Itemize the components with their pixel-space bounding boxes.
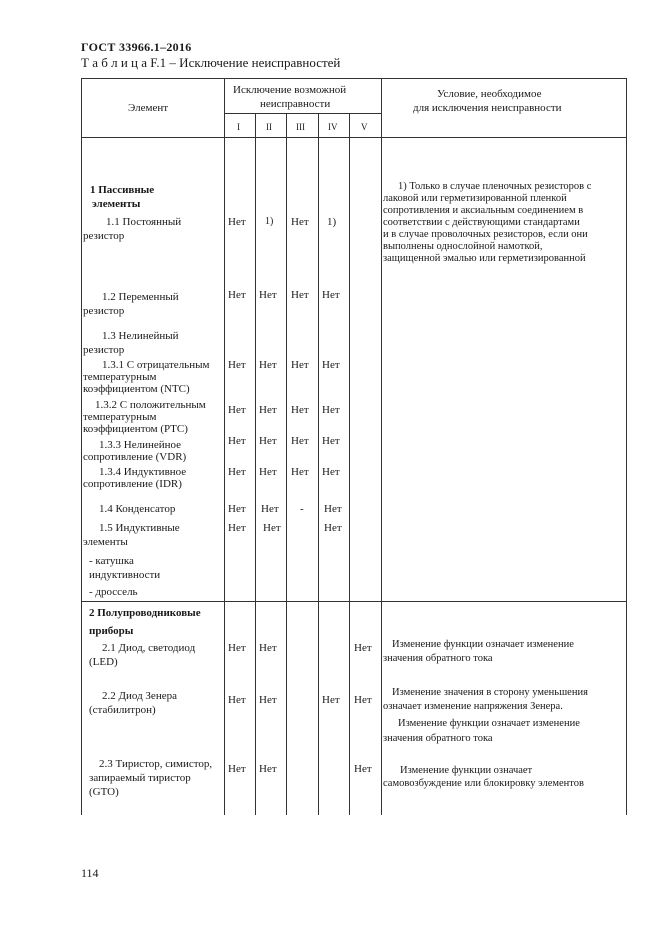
row-1-3-3-val-1: Нет	[228, 435, 246, 447]
row-1-5-sub-coil: - катушка	[89, 555, 134, 567]
row-1-3-1-label-3: коэффициентом (NTC)	[83, 383, 190, 395]
col-divider-1	[255, 113, 256, 815]
row-1-3-2-label-2: температурным	[83, 411, 157, 423]
row-2-2-label: 2.2 Диод Зенера	[102, 690, 177, 702]
row-1-3-1-label: 1.3.1 С отрицательным	[102, 359, 210, 371]
row-1-1-val-3: Нет	[291, 216, 309, 228]
row-1-4-val-3: -	[300, 503, 304, 515]
table-title: Т а б л и ц а F.1 – Исключение неисправностей	[81, 55, 341, 70]
row-1-4-val-2: Нет	[261, 503, 279, 515]
condition-line: и в случае проволочных резисторов, если они	[383, 229, 588, 240]
row-2-2-condition-2: означает изменение напряжения Зенера.	[383, 701, 563, 712]
condition-line: сопротивления и аксиальным соединением в	[383, 205, 584, 216]
row-1-3-4-label-2: сопротивление (IDR)	[83, 478, 182, 490]
section-passive-title: 1 Пассивные	[90, 184, 155, 196]
row-2-1-label-2: (LED)	[89, 656, 118, 668]
page-number: 114	[81, 866, 99, 880]
section-passive-title-2: элементы	[92, 198, 141, 210]
header-roman-3: III	[296, 122, 305, 132]
row-1-2-val-2: Нет	[259, 289, 277, 301]
row-1-4-val-4: Нет	[324, 503, 342, 515]
row-2-3-val-1: Нет	[228, 763, 246, 775]
row-1-2-label: 1.2 Переменный	[102, 291, 179, 303]
row-2-2-label-2: (стабилитрон)	[89, 704, 156, 716]
row-2-3-condition-2: самовозбуждение или блокировку элементов	[383, 778, 584, 789]
row-1-3-label-2: резистор	[83, 344, 125, 356]
row-1-1-val-4: 1)	[327, 216, 337, 228]
row-1-3-3-label-2: сопротивление (VDR)	[83, 451, 187, 463]
row-1-5-sub-coil-2: индуктивности	[89, 569, 161, 581]
row-2-1-condition: Изменение функции означает изменение	[392, 639, 574, 650]
row-1-4-label: 1.4 Конденсатор	[99, 503, 176, 515]
header-roman-4: IV	[328, 122, 338, 132]
row-1-2-val-4: Нет	[322, 289, 340, 301]
row-2-1-val-1: Нет	[228, 642, 246, 654]
row-1-1-label-2: резистор	[83, 230, 125, 242]
row-2-1-condition-2: значения обратного тока	[383, 653, 493, 664]
row-2-2-condition-3: Изменение функции означает изменение	[398, 718, 580, 729]
row-1-5-label-2: элементы	[83, 536, 128, 548]
row-1-5-sub-choke: - дроссель	[89, 586, 138, 598]
row-1-3-3-val-4: Нет	[322, 435, 340, 447]
condition-line: 1) Только в случае пленочных резисторов с	[398, 181, 592, 192]
row-1-5-label: 1.5 Индуктивные	[99, 522, 180, 534]
row-2-1-val-5: Нет	[354, 642, 372, 654]
row-1-1-val-2: 1)	[265, 216, 274, 227]
row-1-3-2-val-2: Нет	[259, 404, 277, 416]
row-1-2-val-1: Нет	[228, 289, 246, 301]
row-2-2-condition-4: значения обратного тока	[383, 733, 493, 744]
row-1-3-4-val-3: Нет	[291, 466, 309, 478]
row-1-3-4-val-4: Нет	[322, 466, 340, 478]
row-1-5-val-1: Нет	[228, 522, 246, 534]
col-divider-3	[318, 113, 319, 815]
row-2-2-val-5: Нет	[354, 694, 372, 706]
row-1-1-val-1: Нет	[228, 216, 246, 228]
row-1-3-1-val-3: Нет	[291, 359, 309, 371]
row-1-3-3-label: 1.3.3 Нелинейное	[99, 439, 182, 451]
row-1-3-1-val-2: Нет	[259, 359, 277, 371]
row-2-2-val-2: Нет	[259, 694, 277, 706]
row-2-2-val-1: Нет	[228, 694, 246, 706]
header-condition-line1: Условие, необходимое	[437, 88, 542, 100]
header-divider	[225, 113, 381, 114]
condition-line: лаковой или герметизированной пленкой	[383, 193, 567, 204]
section-divider	[81, 601, 627, 602]
row-1-3-4-val-1: Нет	[228, 466, 246, 478]
row-2-3-label-2: запираемый тиристор	[89, 772, 191, 784]
col-divider-4	[349, 113, 350, 815]
row-1-1-label: 1.1 Постоянный	[106, 216, 182, 228]
header-condition-line2: для исключения неисправности	[413, 102, 562, 114]
section-semiconductor-title: 2 Полупроводниковые	[89, 607, 201, 619]
row-1-2-label-2: резистор	[83, 305, 125, 317]
row-2-2-condition: Изменение значения в сторону уменьшения	[392, 687, 588, 698]
row-1-3-4-label: 1.3.4 Индуктивное	[99, 466, 187, 478]
row-2-3-label-3: (GTO)	[89, 786, 119, 798]
row-2-1-val-2: Нет	[259, 642, 277, 654]
header-element: Элемент	[128, 102, 169, 114]
row-1-4-val-1: Нет	[228, 503, 246, 515]
table-right-border	[626, 78, 627, 815]
row-2-3-val-5: Нет	[354, 763, 372, 775]
row-1-3-2-val-4: Нет	[322, 404, 340, 416]
header-exclusion-line2: неисправности	[260, 98, 331, 110]
standard-number: ГОСТ 33966.1–2016	[81, 40, 192, 54]
row-1-3-label: 1.3 Нелинейный	[102, 330, 179, 342]
row-1-5-val-2: Нет	[263, 522, 281, 534]
row-1-3-2-label: 1.3.2 С положительным	[95, 399, 206, 411]
header-exclusion-line1: Исключение возможной	[233, 84, 347, 96]
row-1-2-val-3: Нет	[291, 289, 309, 301]
col-divider-element	[224, 78, 225, 815]
row-2-2-val-4: Нет	[322, 694, 340, 706]
header-roman-5: V	[361, 122, 368, 132]
section-semiconductor-title-2: приборы	[89, 625, 134, 637]
row-1-3-3-val-3: Нет	[291, 435, 309, 447]
condition-line: соответствии с действующими стандартами	[383, 217, 580, 228]
row-2-3-condition: Изменение функции означает	[400, 765, 533, 776]
header-bottom-border	[81, 137, 627, 138]
header-roman-2: II	[266, 122, 272, 132]
row-1-5-val-4: Нет	[324, 522, 342, 534]
condition-line: выполнены однослойной намоткой,	[383, 241, 543, 252]
row-1-3-4-val-2: Нет	[259, 466, 277, 478]
row-1-3-2-label-3: коэффициентом (PTC)	[83, 423, 188, 435]
row-2-3-val-2: Нет	[259, 763, 277, 775]
row-1-3-3-val-2: Нет	[259, 435, 277, 447]
row-1-3-1-val-1: Нет	[228, 359, 246, 371]
row-1-3-2-val-1: Нет	[228, 404, 246, 416]
col-divider-5	[381, 78, 382, 815]
table-left-border	[81, 78, 82, 815]
header-roman-1: I	[237, 122, 240, 132]
condition-line: защищенной эмалью или герметизированной	[383, 253, 586, 264]
row-2-1-label: 2.1 Диод, светодиод	[102, 642, 196, 654]
row-1-3-1-val-4: Нет	[322, 359, 340, 371]
row-1-3-2-val-3: Нет	[291, 404, 309, 416]
row-2-3-label: 2.3 Тиристор, симистор,	[99, 758, 213, 770]
row-1-3-1-label-2: температурным	[83, 371, 157, 383]
table-top-border	[81, 78, 627, 79]
col-divider-2	[286, 113, 287, 815]
